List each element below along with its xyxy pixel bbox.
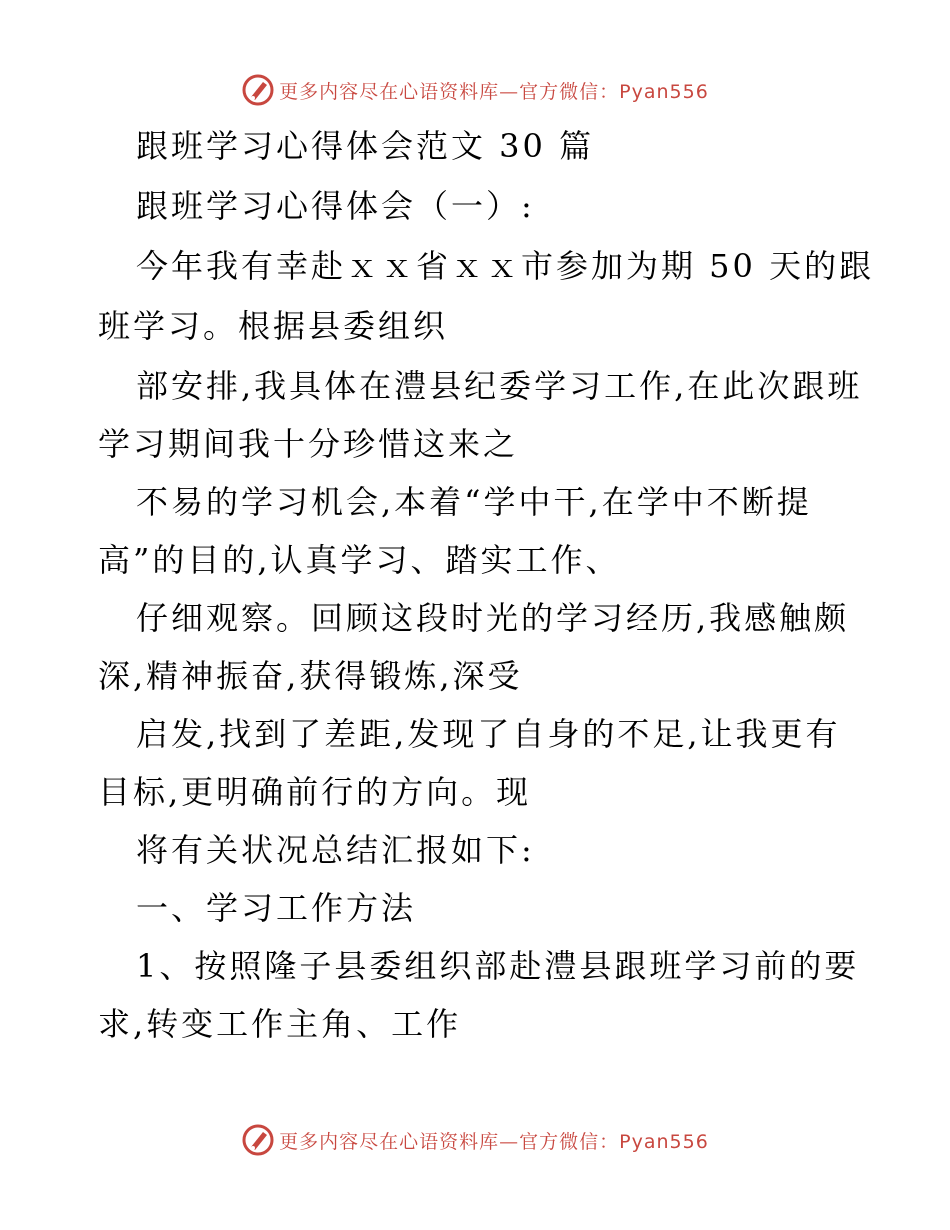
header-watermark xyxy=(0,70,950,110)
pen-logo-icon xyxy=(241,73,275,107)
paragraph-line: 将有关状况总结汇报如下: xyxy=(136,831,535,869)
paragraph-line: 启发,找到了差距,发现了自身的不足,让我更有 xyxy=(136,715,841,753)
subsection-heading: 一、学习工作方法 xyxy=(136,889,417,927)
paragraph-line: 求,转变工作主角、工作 xyxy=(98,1005,462,1043)
paragraph-line: 班学习。根据县委组织 xyxy=(98,307,449,345)
section-heading: 跟班学习心得体会（一）: xyxy=(136,187,535,225)
footer-watermark xyxy=(0,1120,950,1160)
watermark-text: 更多内容尽在心语资料库—官方微信：Pyan556 xyxy=(279,1130,709,1153)
watermark-text: 更多内容尽在心语资料库—官方微信：Pyan556 xyxy=(279,80,709,103)
paragraph-line: 仔细观察。回顾这段时光的学习经历,我感触颇 xyxy=(136,599,850,637)
document-title: 跟班学习心得体会范文 30 篇 xyxy=(136,127,595,165)
paragraph-line: 部安排,我具体在澧县纪委学习工作,在此次跟班 xyxy=(136,367,863,405)
paragraph-line: 今年我有幸赴ｘｘ省ｘｘ市参加为期 50 天的跟 xyxy=(136,247,875,285)
pen-logo-icon xyxy=(241,1123,275,1157)
paragraph-line: 高”的目的,认真学习、踏实工作、 xyxy=(98,541,621,579)
paragraph-line: 目标,更明确前行的方向。现 xyxy=(98,773,532,811)
paragraph-line: 不易的学习机会,本着“学中干,在学中不断提 xyxy=(136,483,812,521)
paragraph-line: 学习期间我十分珍惜这来之 xyxy=(98,425,519,463)
paragraph-line: 深,精神振奋,获得锻炼,深受 xyxy=(98,657,523,695)
paragraph-line: 1、按照隆子县委组织部赴澧县跟班学习前的要 xyxy=(136,947,860,985)
